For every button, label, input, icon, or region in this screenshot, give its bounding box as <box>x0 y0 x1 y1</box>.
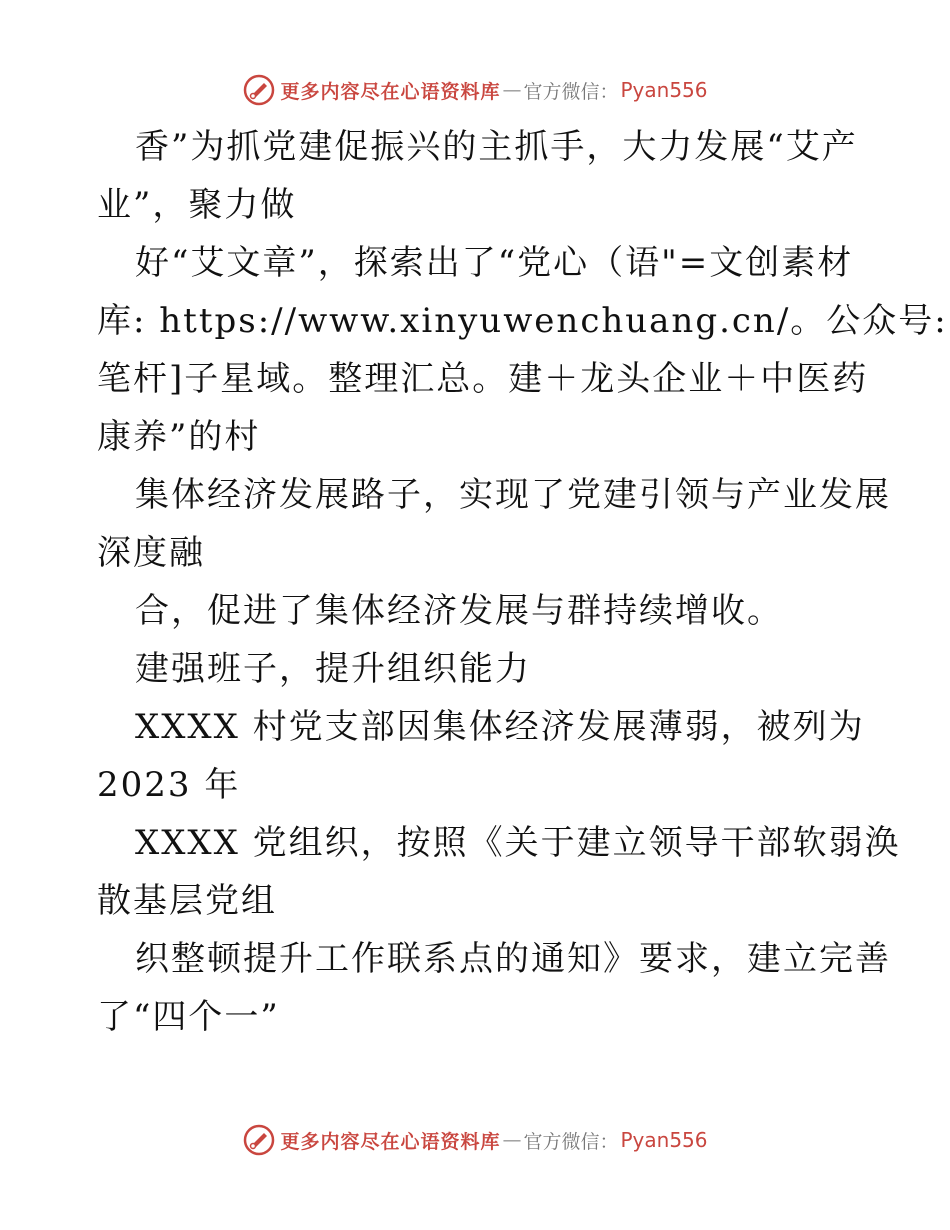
watermark-title: 更多内容尽在心语资料库 <box>280 1130 501 1153</box>
text-line: 了“四个一” <box>97 997 280 1037</box>
text-line: 库: https://www.xinyuwenchuang.cn/。公众号: <box>97 301 948 341</box>
watermark-title: 更多内容尽在心语资料库 <box>280 80 501 103</box>
text-line: 香”为抓党建促振兴的主抓手，大力发展“艾产 <box>135 127 858 167</box>
text-line: 深度融 <box>97 533 205 573</box>
watermark-dash: — <box>502 1129 522 1151</box>
text-line: 合，促进了集体经济发展与群持续增收。 <box>135 591 783 631</box>
seal-icon <box>242 73 276 107</box>
text-line: 集体经济发展路子，实现了党建引领与产业发展 <box>135 475 891 515</box>
text-line: 散基层党组 <box>97 881 277 921</box>
watermark-dash: — <box>502 79 522 101</box>
text-line: 好“艾文章”，探索出了“党心（语"=文创素材 <box>135 243 854 283</box>
watermark-label: 官方微信： <box>523 1130 619 1153</box>
section-heading: 建强班子，提升组织能力 <box>135 649 531 689</box>
watermark-id: Pyan556 <box>620 1128 708 1152</box>
seal-icon <box>242 1123 276 1157</box>
text-line: 织整顿提升工作联系点的通知》要求，建立完善 <box>135 939 891 979</box>
header-watermark <box>0 70 950 110</box>
text-line: 康养”的村 <box>97 417 261 457</box>
text-line: XXXX 党组织，按照《关于建立领导干部软弱涣 <box>135 823 901 863</box>
footer-watermark <box>0 1120 950 1160</box>
watermark-label: 官方微信： <box>523 80 619 103</box>
text-line: 业”，聚力做 <box>97 185 297 225</box>
text-line: XXXX 村党支部因集体经济发展薄弱，被列为 <box>135 707 865 747</box>
text-line: 2023 年 <box>97 765 241 805</box>
watermark-id: Pyan556 <box>620 78 708 102</box>
text-line: 笔杆]子星域。整理汇总。建＋龙头企业＋中医药 <box>97 359 869 399</box>
